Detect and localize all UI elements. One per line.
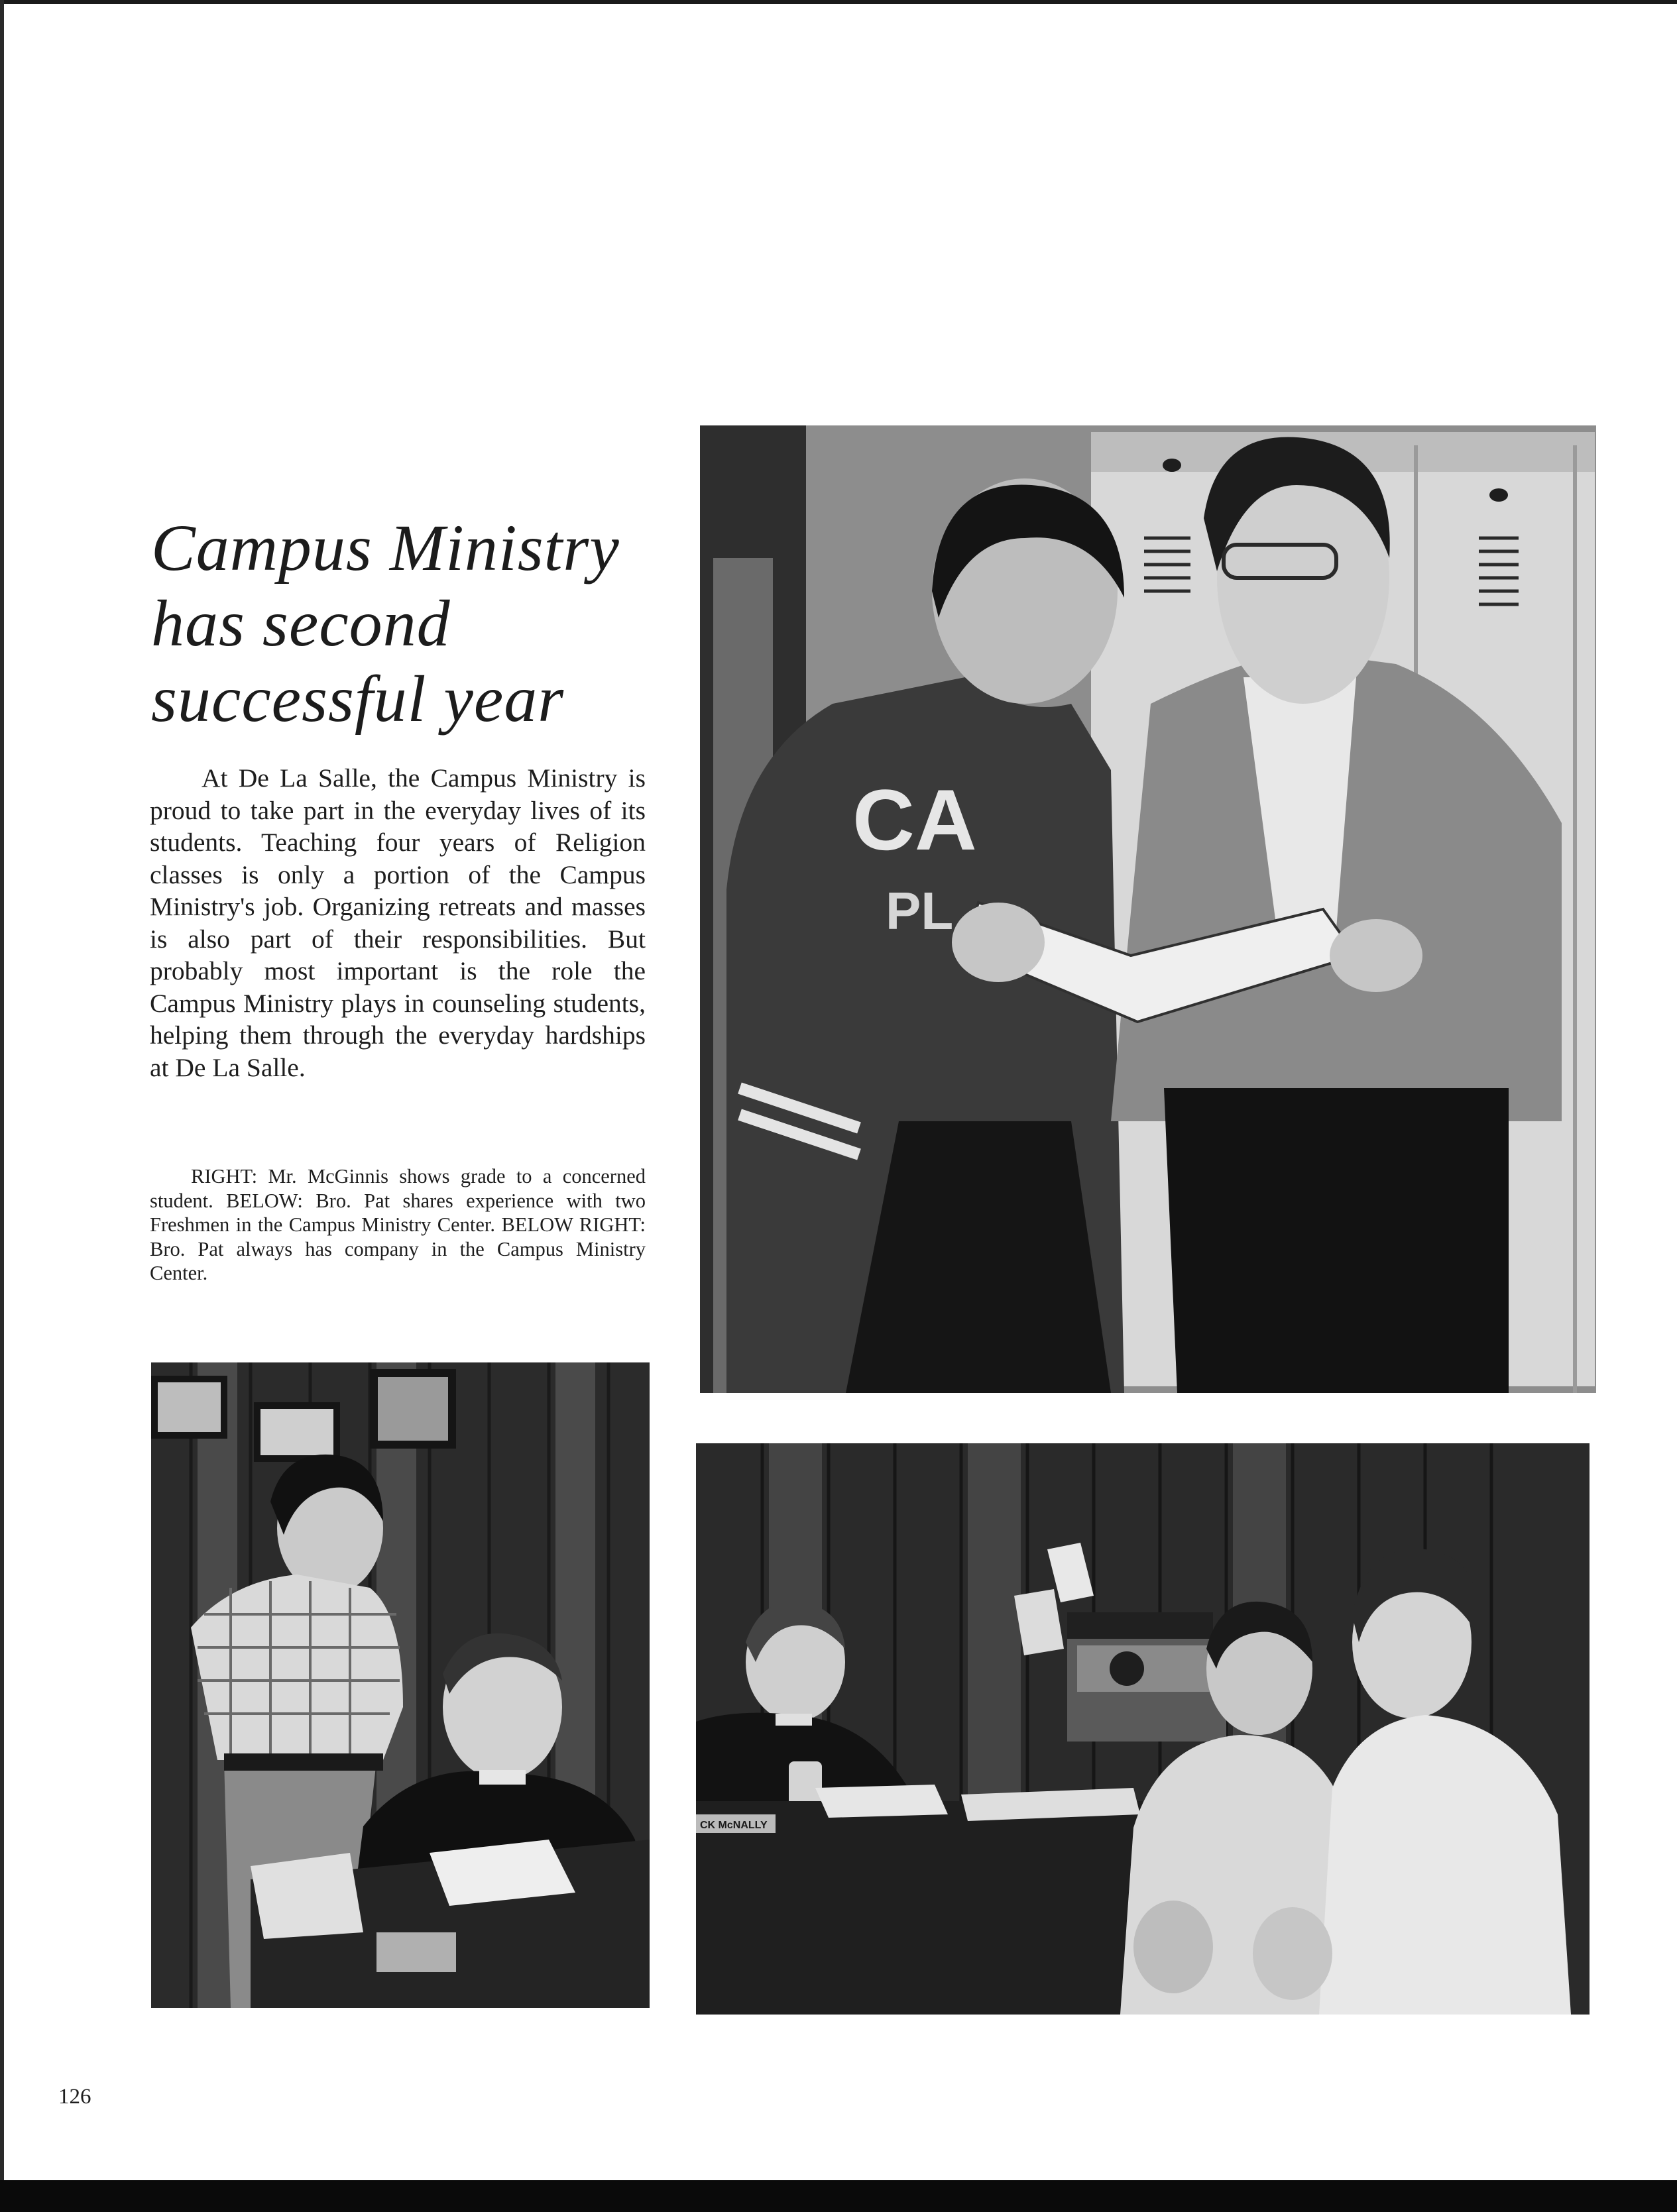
headline xyxy=(151,510,695,737)
jacket-letters-pl: PL xyxy=(886,881,954,940)
article-body: At De La Salle, the Campus Ministry is proud to take part in the everyday lives of its students. Teaching four years of Religion classes is only a portion of the Campus Ministry's job. Organizing retreats and masses is also part of their responsibilities. But probably most important is the role the Campus Ministry plays in counseling students, helping them through the everyday hardships at De La Salle. xyxy=(150,763,646,1082)
page-number: 126 xyxy=(58,2085,91,2109)
photo-below-right-image xyxy=(696,1443,1590,2015)
desk-nameplate: CK McNALLY xyxy=(700,1820,768,1831)
photo-main-image xyxy=(700,425,1596,1393)
photo-below-left-image xyxy=(151,1362,650,2008)
photo-below-right-center xyxy=(696,1443,1590,2015)
photo-caption: RIGHT: Mr. McGinnis shows grade to a concerned student. BELOW: Bro. Pat shares experience with two Freshmen in the Campus Ministry Center. BELOW RIGHT: Bro. Pat always has company in the Campus Ministry Center. xyxy=(150,1165,646,1284)
photo-below-left-desk xyxy=(151,1362,650,2008)
jacket-letters-ca: CA xyxy=(852,771,977,868)
headline-line-1: Campus Ministry xyxy=(151,511,620,584)
scan-edge-top xyxy=(0,0,1677,4)
scan-edge-left xyxy=(0,0,4,2212)
scan-edge-bottom xyxy=(0,2180,1677,2212)
headline-line-2: has second xyxy=(151,586,451,660)
headline-line-3: successful year xyxy=(151,662,565,736)
photo-main-grade-review xyxy=(700,425,1596,1393)
